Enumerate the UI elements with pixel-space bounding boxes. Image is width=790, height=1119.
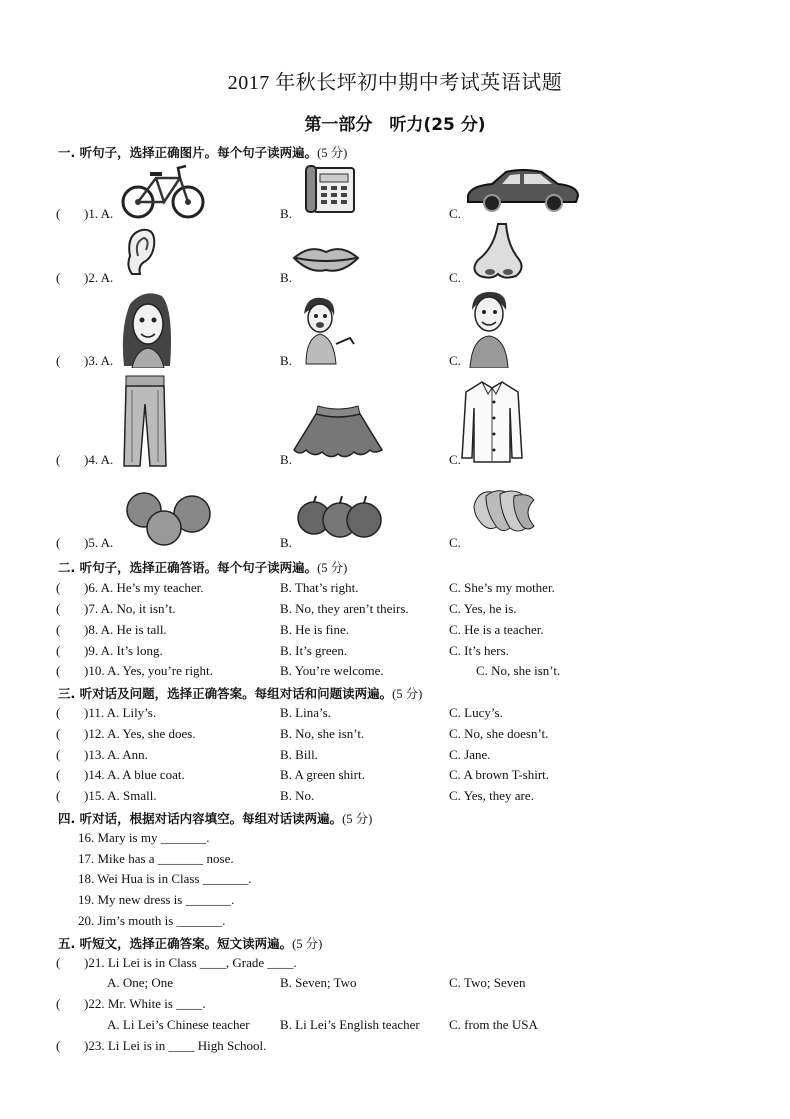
shirt-icon xyxy=(460,378,524,464)
section-4-heading: 四. 听对话，根据对话内容填空。每组对话读两遍。(5 分) xyxy=(58,811,373,826)
part-title: 第一部分 听力(25 分) xyxy=(304,115,486,135)
answer-blank[interactable]: ( xyxy=(56,643,61,658)
fill-in-item[interactable]: 17. Mike has a _______ nose. xyxy=(78,851,234,866)
answer-blank[interactable]: ( xyxy=(56,788,61,803)
mouth-icon xyxy=(292,244,360,274)
answer-blank[interactable]: ( xyxy=(56,601,61,616)
answer-blank[interactable]: ( xyxy=(56,726,61,741)
nose-icon xyxy=(468,222,526,282)
answer-blank[interactable]: ( xyxy=(56,622,61,637)
bananas-icon xyxy=(470,486,536,536)
boy-icon xyxy=(464,288,514,368)
skirt-icon xyxy=(290,404,386,460)
oranges-icon xyxy=(124,490,216,546)
telephone-icon xyxy=(304,164,358,216)
answer-blank[interactable]: ( xyxy=(56,747,61,762)
girl-long-hair-icon xyxy=(118,288,176,368)
exam-page: 2017 年秋长坪初中期中考试英语试题 第一部分 听力(25 分) 一. 听句子，选择正确图片。每个句子读两遍。(5 分) ( )1. A. B. C. ( )2. A. B. C. ( )3. A. B. C. ( )4. A. B. C. ( )5. A. B. C. 二. 听句子，选择正确答语。每个句子读两遍。(5 分) ( )6. A. He’s my teacher. B. That’s right. C. She’s my mother. ( )7. A. No, it isn’t. B. No, they aren’t theirs. C. Yes, he is. ( )8. A. He is tall. B. He is fine. C. He is a teacher. ( )9. A. It’s long. B. It’s green. C. It’s hers. ( )10. A. Yes, you’re right. B. You’re welcome. C. No, she isn’t. 三. 听对话及问题，选择正确答案。每组对话和问题读两遍。(5 分) ( )11. A. Lily’s. B. Lina’s. C. Lucy’s. ( )12. A. Yes, she does. B. No, she isn’t. C. No, she doesn’t. ( )13. A. Ann. B. Bill. C. Jane. ( )14. A. A blue coat. B. A green shirt. C. A brown T-shirt. ( )15. A. Small. B. No. C. Yes, they are. 四. 听对话，根据对话内容填空。每组对话读两遍。(5 分) 16. Mary is my _______. 17. Mike has a _______ nose. 18. Wei Hua is in Class _______. 19. My new dress is _______. 20. Jim’s mouth is _______. 五. 听短文，选择正确答案。短文读两遍。(5 分) ( )21. Li Lei is in Class ____, Grade ____. A. One; One B. Seven; Two C. Two; Seven ( )22. Mr. White is ____. A. Li Lei’s Chinese teacher B. Li Lei’s English teacher C. from the USA ( )23. Li Lei is in ____ High School. xyxy=(0,0,790,1119)
section-1-heading: 一. 听句子，选择正确图片。每个句子读两遍。(5 分) xyxy=(58,145,348,160)
answer-blank[interactable]: ( xyxy=(56,663,61,678)
trousers-icon xyxy=(122,374,168,468)
fill-in-item[interactable]: 19. My new dress is _______. xyxy=(78,892,235,907)
answer-blank[interactable]: ( xyxy=(56,206,61,221)
bicycle-icon xyxy=(120,162,206,220)
fill-in-item[interactable]: 18. Wei Hua is in Class _______. xyxy=(78,871,252,886)
woman-talking-icon xyxy=(292,294,356,366)
answer-blank[interactable]: ( xyxy=(56,705,61,720)
answer-blank[interactable]: ( xyxy=(56,1038,61,1053)
answer-blank[interactable]: ( xyxy=(56,955,61,970)
fill-in-item[interactable]: 16. Mary is my _______. xyxy=(78,830,210,845)
page-title: 2017 年秋长坪初中期中考试英语试题 xyxy=(227,72,563,94)
answer-blank[interactable]: ( xyxy=(56,535,61,550)
section-5-heading: 五. 听短文，选择正确答案。短文读两遍。(5 分) xyxy=(58,936,323,951)
fill-in-item[interactable]: 20. Jim’s mouth is _______. xyxy=(78,913,226,928)
section-2-heading: 二. 听句子，选择正确答语。每个句子读两遍。(5 分) xyxy=(58,560,348,575)
answer-blank[interactable]: ( xyxy=(56,580,61,595)
answer-blank[interactable]: ( xyxy=(56,996,61,1011)
section-3-heading: 三. 听对话及问题，选择正确答案。每组对话和问题读两遍。(5 分) xyxy=(58,686,423,701)
apples-icon xyxy=(296,494,384,540)
answer-blank[interactable]: ( xyxy=(56,353,61,368)
answer-blank[interactable]: ( xyxy=(56,767,61,782)
answer-blank[interactable]: ( xyxy=(56,270,61,285)
ear-icon xyxy=(124,226,158,278)
answer-blank[interactable]: ( xyxy=(56,452,61,467)
car-icon xyxy=(462,166,582,214)
